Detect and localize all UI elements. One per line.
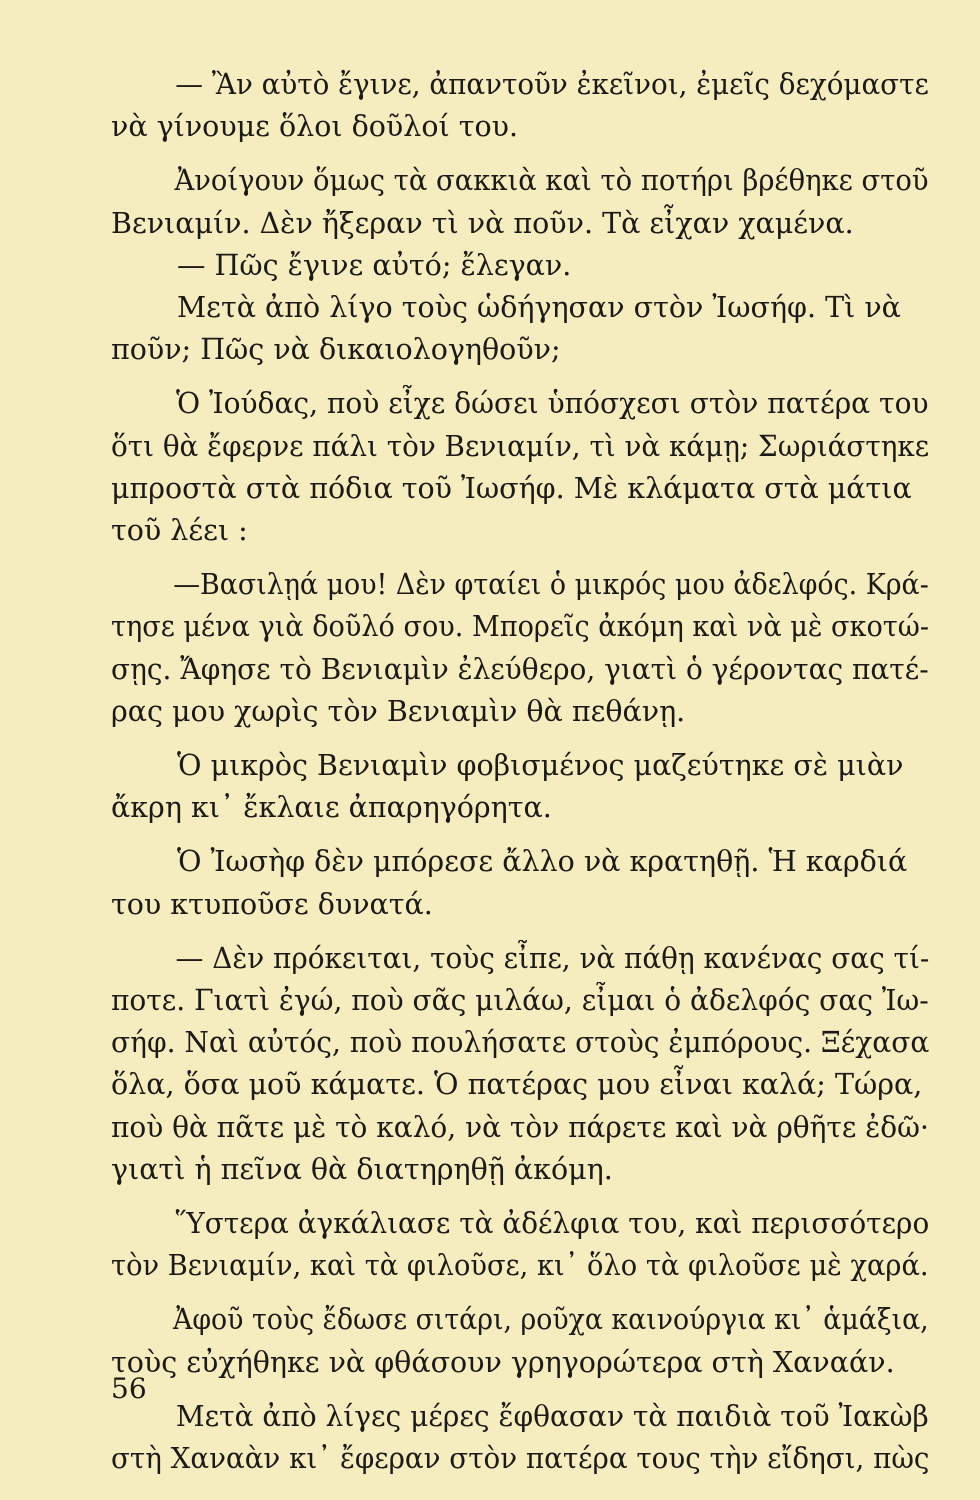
text-line: ἄκρη κι᾿ ἔκλαιε ἀπαρηγόρητα. — [111, 791, 552, 825]
text-line: Ὁ Ἰωσὴφ δὲν μπόρεσε ἄλλο νὰ κρατηθῇ. Ἡ καρδιά — [177, 845, 908, 879]
text-line: τὸν Βενιαμίν, καὶ τὰ φιλοῦσε, κι᾿ ὅλο τὰ φιλοῦσε μὲ χαρά. — [111, 1249, 929, 1283]
text-line: σήφ. Ναὶ αὐτός, ποὺ πουλήσατε στοὺς ἐμπόρους. Ξέχασα — [111, 1026, 930, 1060]
text-line: Ὁ μικρὸς Βενιαμὶν φοβισμένος μαζεύτηκε σὲ μιὰν — [177, 749, 904, 783]
paragraph — [111, 1299, 929, 1383]
paragraph — [111, 564, 929, 733]
text-line: ποῦν; Πῶς νὰ δικαιολογηθοῦν; — [111, 333, 561, 367]
body-text — [111, 64, 929, 1492]
text-line: — Πῶς ἔγινε αὐτό; ἔλεγαν. — [177, 248, 572, 282]
text-line: Βενιαμίν. Δὲν ἤξεραν τὶ νὰ ποῦν. Τὰ εἶχαν χαμένα. — [111, 206, 854, 240]
paragraph — [111, 745, 929, 829]
paragraph — [111, 383, 929, 552]
text-line: νὰ γίνουμε ὅλοι δοῦλοί του. — [111, 110, 519, 144]
page-number: 56 — [111, 1372, 147, 1405]
text-line: στὴ Χαναὰν κι᾿ ἔφεραν στὸν πατέρα τους τὴν εἴδησι, πὼς — [111, 1442, 930, 1476]
text-line: Μετὰ ἀπὸ λίγο τοὺς ὡδήγησαν στὸν Ἰωσήφ. Τὶ νὰ — [177, 291, 901, 325]
text-line: του κτυποῦσε δυνατά. — [111, 887, 433, 921]
text-line: — Ἂν αὐτὸ ἔγινε, ἀπαντοῦν ἐκεῖνοι, ἐμεῖς δεχόμαστε — [175, 68, 929, 101]
text-line: ποὺ θὰ πᾶτε μὲ τὸ καλό, νὰ τὸν πάρετε καὶ νὰ ρθῆτε ἐδῶ· — [111, 1110, 929, 1144]
text-line: Ὕστερα ἀγκάλιασε τὰ ἀδέλφια του, καὶ περισσότερο — [175, 1207, 930, 1241]
text-line: σῃς. Ἄφησε τὸ Βενιαμὶν ἐλεύθερο, γιατὶ ὁ γέροντας πατέ- — [111, 652, 929, 686]
text-line: ποτε. Γιατὶ ἐγώ, ποὺ σᾶς μιλάω, εἶμαι ὁ ἀδελφός σας Ἰω- — [111, 984, 929, 1018]
text-line: Ἀνοίγουν ὅμως τὰ σακκιὰ καὶ τὸ ποτήρι βρέθηκε στοῦ — [174, 164, 929, 198]
paragraph — [111, 938, 929, 1191]
text-line: μπροστὰ στὰ πόδια τοῦ Ἰωσήφ. Μὲ κλάματα στὰ μάτια — [111, 471, 912, 505]
paragraph — [111, 841, 929, 925]
text-line: ρας μου χωρὶς τὸν Βενιαμὶν θὰ πεθάνῃ. — [111, 694, 686, 728]
text-line: Ὁ Ἰούδας, ποὺ εἶχε δώσει ὑπόσχεσι στὸν πατέρα του — [175, 387, 929, 421]
text-line: τησε μένα γιὰ δοῦλό σου. Μπορεῖς ἀκόμη καὶ νὰ μὲ σκοτώ- — [111, 610, 930, 644]
text-line: τοὺς εὐχήθηκε νὰ φθάσουν γρηγορώτερα στὴ Χαναάν. — [111, 1345, 895, 1379]
paragraph — [111, 1396, 929, 1480]
text-line: ὅτι θὰ ἔφερνε πάλι τὸν Βενιαμίν, τὶ νὰ κάμῃ; Σωριάστηκε — [111, 429, 930, 463]
text-line: ὅλα, ὅσα μοῦ κάματε. Ὁ πατέρας μου εἶναι καλά; Τώρα, — [111, 1068, 923, 1102]
text-line: Ἀφοῦ τοὺς ἔδωσε σιτάρι, ροῦχα καινούργια κι᾿ ἁμάξια, — [172, 1303, 929, 1337]
paragraph — [111, 64, 929, 148]
text-line: —Βασιλῃά μου! Δὲν φταίει ὁ μικρός μου ἀδελφός. Κρά- — [173, 568, 929, 602]
text-line: Μετὰ ἀπὸ λίγες μέρες ἔφθασαν τὰ παιδιὰ τοῦ Ἰακὼβ — [175, 1399, 929, 1433]
paragraph — [111, 160, 929, 371]
paragraph — [111, 1203, 929, 1287]
text-line: τοῦ λέει : — [111, 514, 248, 548]
text-line: γιατὶ ἡ πεῖνα θὰ διατηρηθῇ ἀκόμη. — [111, 1152, 613, 1186]
text-line: — Δὲν πρόκειται, τοὺς εἶπε, νὰ πάθῃ κανένας σας τί- — [175, 941, 930, 975]
